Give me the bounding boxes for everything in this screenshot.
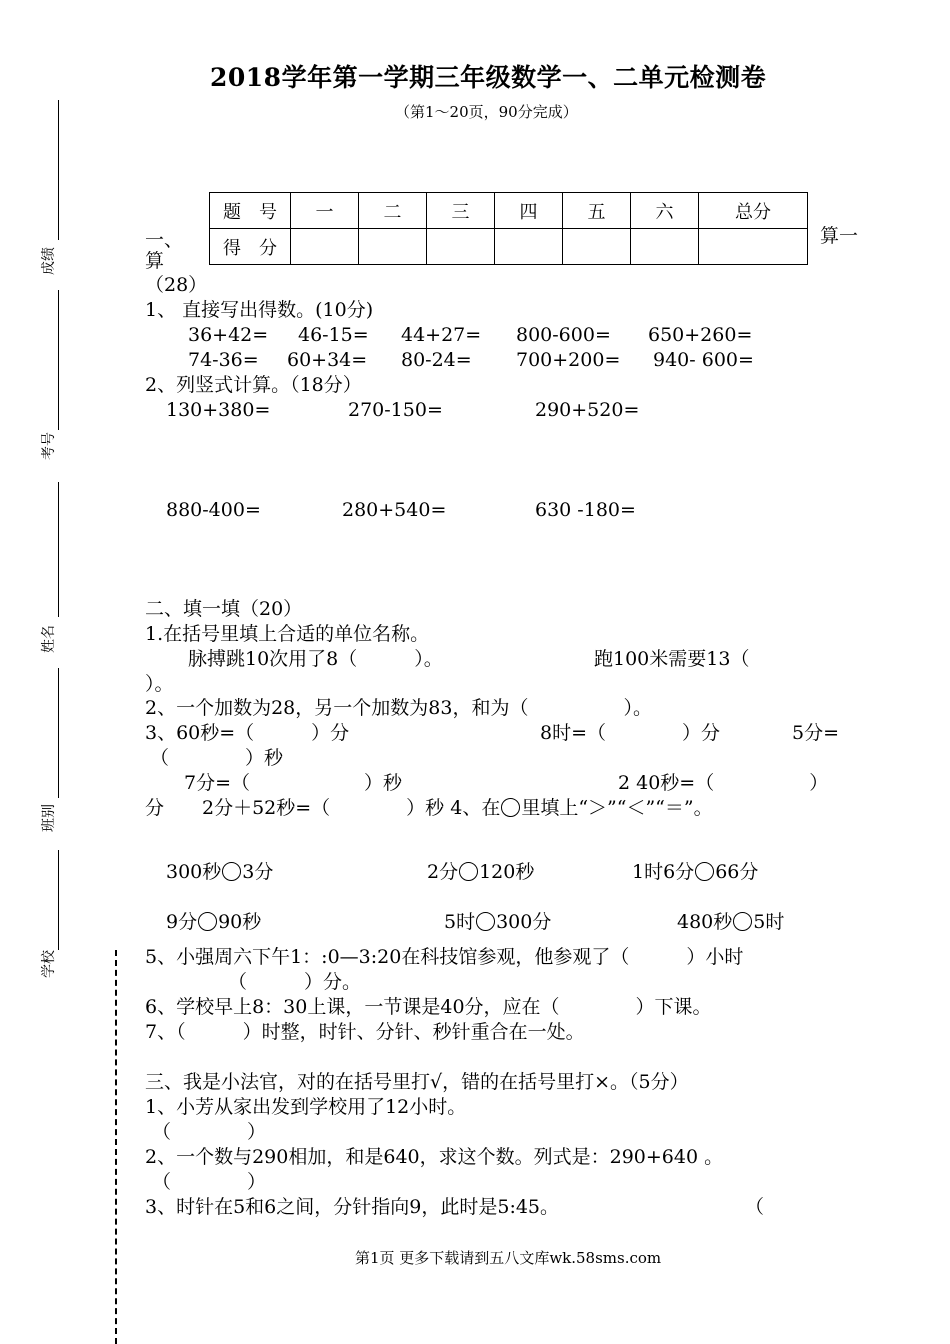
score-cell[interactable] — [631, 229, 699, 265]
s2-q3f: 2 40秒=（ ） — [618, 772, 829, 794]
page-subtitle: （第1～20页，90分完成） — [395, 103, 578, 121]
calc-item: 800-600= — [516, 324, 611, 346]
vertical-calc-item: 280+540= — [342, 499, 447, 521]
s2-q3a: 3、60秒=（ ）分 — [145, 722, 350, 744]
score-header-cell: 六 — [631, 193, 699, 229]
compare-circle-icon[interactable] — [459, 862, 478, 881]
compare-item — [677, 910, 784, 935]
section3-title: 三、我是小法官，对的在括号里打√，错的在括号里打×。（5分） — [145, 1071, 689, 1093]
score-header-cell: 四 — [495, 193, 563, 229]
compare-circle-icon[interactable] — [695, 862, 714, 881]
margin-label-score: 成绩 — [41, 247, 57, 275]
calc-item: 46-15= — [298, 324, 369, 346]
section1-heading-fragment: 算一 — [820, 225, 859, 247]
section1-points: （28） — [145, 274, 208, 296]
score-cell[interactable] — [699, 229, 808, 265]
compare-left: 300秒 — [166, 861, 222, 883]
compare-left: 480秒 — [677, 911, 733, 933]
score-cell[interactable] — [427, 229, 495, 265]
margin-label-exam-no: 考号 — [41, 432, 57, 460]
s2-q3c: 5分= — [792, 722, 840, 744]
compare-circle-icon[interactable] — [198, 912, 217, 931]
s2-q1: 1.在括号里填上合适的单位名称。 — [145, 623, 430, 645]
compare-item — [427, 860, 534, 885]
s2-q3b: 8时=（ ）分 — [540, 722, 721, 744]
margin-line — [58, 100, 59, 240]
compare-left: 1时6分 — [632, 861, 695, 883]
section1-label: 一、 — [145, 229, 184, 251]
score-header-cell: 一 — [291, 193, 359, 229]
score-header-cell: 五 — [563, 193, 631, 229]
calc-item: 36+42= — [188, 324, 269, 346]
score-cell[interactable] — [563, 229, 631, 265]
s3-q1: 1、小芳从家出发到学校用了12小时。 — [145, 1096, 467, 1118]
q1-title: 1、 直接写出得数。(10分) — [145, 299, 374, 321]
compare-right: 5时 — [753, 911, 785, 933]
compare-right: 3分 — [242, 861, 274, 883]
margin-line — [58, 668, 59, 798]
s3-q1-answer-paren[interactable]: （ ） — [152, 1121, 267, 1143]
compare-item — [166, 860, 273, 885]
margin-line — [58, 850, 59, 950]
q2-title: 2、列竖式计算。（18分） — [145, 374, 362, 396]
vertical-calc-item: 880-400= — [166, 499, 261, 521]
score-header-cell: 题 号 — [210, 193, 291, 229]
score-header-cell: 总分 — [699, 193, 808, 229]
s2-q6: 6、学校早上8：30上课，一节课是40分，应在（ ）下课。 — [145, 996, 712, 1018]
s3-q2-answer-paren[interactable]: （ ） — [152, 1171, 267, 1193]
s2-q5b: （ ）分。 — [228, 971, 362, 993]
vertical-calc-item: 630 -180= — [535, 499, 636, 521]
compare-circle-icon[interactable] — [476, 912, 495, 931]
score-table — [209, 192, 808, 265]
s2-q5a: 5、小强周六下午1：:0—3:20在科技馆参观，他参观了（ ）小时 — [145, 946, 744, 968]
compare-right: 300分 — [496, 911, 552, 933]
score-cell[interactable] — [359, 229, 427, 265]
compare-right: 66分 — [715, 861, 759, 883]
score-cell[interactable] — [495, 229, 563, 265]
vertical-calc-item: 270-150= — [348, 399, 443, 421]
compare-item — [444, 910, 551, 935]
s2-q3e: 7分=（ ）秒 — [184, 772, 403, 794]
margin-label-name: 姓名 — [41, 625, 57, 653]
s3-q3: 3、时针在5和6之间，分针指向9，此时是5:45。 — [145, 1196, 560, 1218]
page-title: 2018学年第一学期三年级数学一、二单元检测卷 — [210, 63, 767, 92]
compare-right: 120秒 — [479, 861, 535, 883]
s2-q4-instruction: 里填上“＞”“＜”“＝”。 — [521, 797, 713, 819]
page-footer: 第1页 更多下载请到五八文库wk.58sms.com — [355, 1249, 662, 1267]
vertical-calc-item: 290+520= — [535, 399, 640, 421]
score-header-cell: 三 — [427, 193, 495, 229]
calc-item: 700+200= — [516, 349, 621, 371]
compare-circle-icon[interactable] — [733, 912, 752, 931]
s2-q1c: ）。 — [145, 673, 174, 695]
score-table-header-row — [210, 193, 808, 229]
calc-item: 60+34= — [287, 349, 368, 371]
margin-label-class: 班别 — [41, 804, 57, 832]
margin-label-school: 学校 — [41, 950, 57, 978]
compare-right: 90秒 — [218, 911, 262, 933]
compare-left: 2分 — [427, 861, 459, 883]
compare-left: 9分 — [166, 911, 198, 933]
s3-q2: 2、一个数与290相加，和是640，求这个数。列式是：290+640 。 — [145, 1146, 724, 1168]
compare-circle-icon[interactable] — [222, 862, 241, 881]
s2-q1a: 脉搏跳10次用了8（ ）。 — [188, 648, 443, 670]
cut-line — [115, 950, 117, 1344]
compare-item — [166, 910, 261, 935]
vertical-calc-item: 130+380= — [166, 399, 271, 421]
s2-q3g-q4 — [145, 796, 713, 821]
score-header-cell: 二 — [359, 193, 427, 229]
s2-q7: 7、（ ）时整，时针、分针、秒针重合在一处。 — [145, 1021, 585, 1043]
score-table-score-row — [210, 229, 808, 265]
score-row-label: 得 分 — [210, 229, 291, 265]
compare-left: 5时 — [444, 911, 476, 933]
s2-q2: 2、一个加数为28，另一个加数为83，和为（ ）。 — [145, 697, 652, 719]
calc-item: 80-24= — [401, 349, 472, 371]
calc-item: 74-36= — [188, 349, 259, 371]
compare-item — [632, 860, 758, 885]
calc-item: 44+27= — [401, 324, 482, 346]
s2-q3d: （ ）秒 — [150, 747, 284, 769]
section2-title: 二、填一填（20） — [145, 598, 303, 620]
s2-q1b: 跑100米需要13（ — [594, 648, 750, 670]
calc-item: 650+260= — [648, 324, 753, 346]
margin-line — [58, 482, 59, 617]
score-cell[interactable] — [291, 229, 359, 265]
calc-item: 940- 600= — [653, 349, 754, 371]
section1-label-cont: 算 — [145, 250, 165, 272]
circle-icon — [501, 798, 520, 817]
margin-line — [58, 290, 59, 430]
s2-q3g: 分 2分＋52秒=（ ）秒 4、在 — [145, 797, 501, 819]
s3-q3-answer-paren[interactable]: （ — [745, 1196, 765, 1218]
